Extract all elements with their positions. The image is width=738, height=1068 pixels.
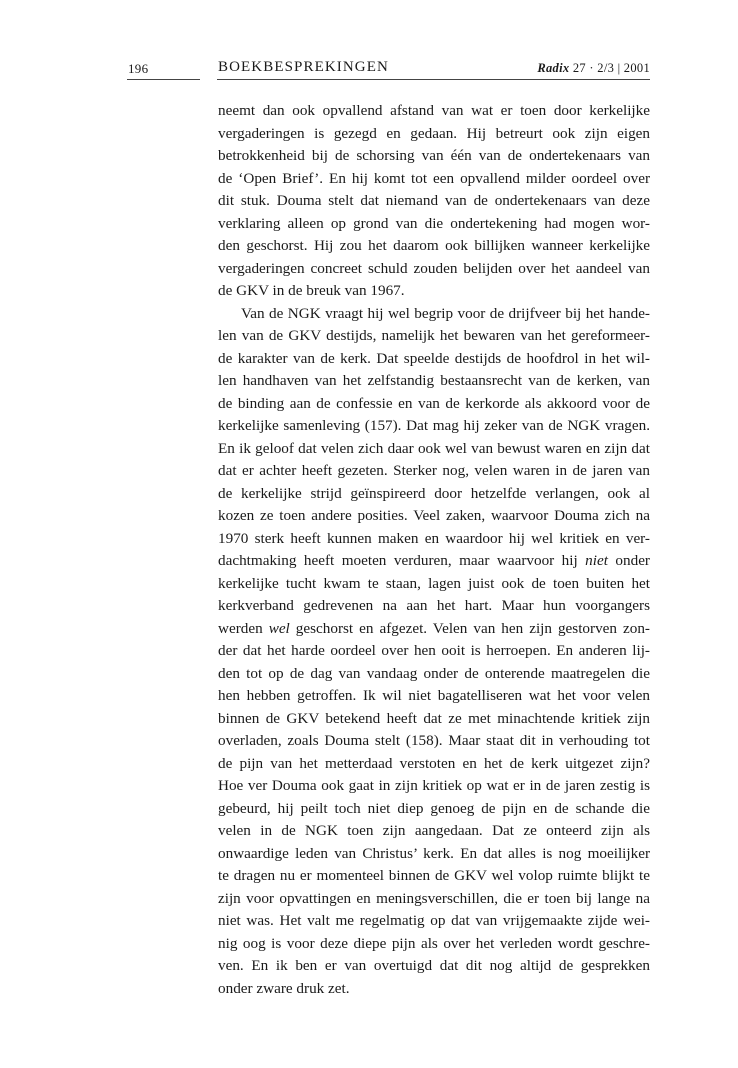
text-line: de karakter van de kerk. Dat speelde destijds de hoofdrol in het wil-: [218, 349, 650, 367]
paragraph: [218, 303, 650, 1001]
text-line: kerkverband gedrevenen na aan het hart. Maar hun voorgangers: [218, 597, 650, 614]
text-line: nig oog is voor deze diepe pijn als over het verleden wordt geschre-: [218, 934, 650, 952]
journal-name: Radix: [537, 61, 570, 75]
text-line: gebeurd, hij peilt toch niet diep genoeg de pijn en de schande die: [218, 799, 650, 817]
text-line: vergaderingen is gezegd en gedaan. Hij betreurt ook zijn eigen: [218, 124, 650, 142]
page-number: 196: [128, 61, 149, 76]
text-line: dachtmaking heeft moeten verduren, maar waarvoor hij niet onder: [218, 552, 650, 569]
text-line: len van de GKV destijds, namelijk het bewaren van het gereformeer-: [218, 327, 650, 344]
text-line: velen in de NGK toen zijn aangedaan. Dat ze onteerd zijn als: [218, 822, 650, 839]
text-line: te dragen nu er momenteel binnen de GKV wel volop ruimte blijkt te: [218, 867, 650, 884]
text-line: zijn voor opvattingen en meningsverschillen, die er toen bij lange na: [218, 889, 650, 907]
text-line: overladen, zoals Douma stelt (158). Maar staat dit in verhouding tot: [218, 732, 650, 749]
journal-info: [537, 61, 650, 76]
paragraph: [218, 100, 650, 303]
text-line: werden wel geschorst en afgezet. Velen van hen zijn gestorven zon-: [218, 619, 650, 637]
header-rule: [217, 79, 650, 80]
text-line: binnen de GKV betekend heeft dat ze met minachtende kritiek zijn: [218, 709, 650, 727]
text-line: der dat het harde oordeel over hen ooit is herroepen. En anderen lij-: [218, 642, 650, 659]
text-line: den geschorst. Hij zou het daarom ook billijken wanneer kerkelijke: [218, 237, 650, 254]
text-line: dat er achter heeft gezeten. Sterker nog, velen waren in de jaren van: [218, 462, 650, 479]
page-number-rule: [127, 79, 200, 80]
text-line: de ‘Open Brief’. En hij komt tot een opvallend milder oordeel over: [218, 169, 650, 187]
text-line: de pijn van het metterdaad verstoten en het de kerk uitgezet zijn?: [218, 754, 650, 772]
text-line: Van de NGK vraagt hij wel begrip voor de drijfveer bij het hande-: [241, 304, 650, 322]
text-line: vergaderingen concreet schuld zouden belijden over het aandeel van: [218, 259, 650, 277]
text-line: verklaring alleen op grond van die ondertekening had mogen wor-: [218, 214, 650, 232]
text-line: dit stuk. Douma stelt dat niemand van de ondertekenaars van deze: [218, 192, 650, 209]
journal-issue: 27 · 2/3 | 2001: [572, 61, 650, 75]
text-line: En ik geloof dat velen zich daar ook wel van bewust waren en zijn dat: [218, 439, 650, 457]
running-head: BOEKBESPREKINGEN: [218, 59, 389, 75]
text-line: onder zware druk zet.: [218, 979, 350, 997]
text-line: de kerkelijke strijd geïnspireerd door hetzelfde verlangen, ook al: [218, 484, 650, 502]
text-line: len handhaven van het zelfstandig bestaansrecht van de kerken, van: [218, 372, 650, 389]
text-line: 1970 sterk heeft kunnen maken en waardoor hij wel kritiek en ver-: [218, 529, 650, 547]
text-line: ven. En ik ben er van overtuigd dat dit nog altijd de gesprekken: [218, 957, 650, 974]
text-line: neemt dan ook opvallend afstand van wat er toen door kerkelijke: [218, 102, 650, 119]
text-line: onwaardige leden van Christus’ kerk. En dat alles is nog moeilijker: [218, 844, 650, 862]
text-line: kozen ze toen andere posities. Veel zaken, waarvoor Douma zich na: [218, 507, 650, 524]
text-line: betrokkenheid bij de schorsing van één van de ondertekenaars van: [218, 147, 650, 164]
text-line: de GKV in de breuk van 1967.: [218, 282, 405, 299]
text-line: niet was. Het valt me regelmatig op dat van vrijgemaakte zijde wei-: [218, 912, 650, 929]
text-line: kerkelijke tucht kwam te staan, lagen juist ook de toen buiten het: [218, 574, 650, 592]
text-line: de binding aan de confessie en van de kerkorde als akkoord voor de: [218, 394, 650, 412]
text-line: Hoe ver Douma ook gaat in zijn kritiek op wat er in de jaren zestig is: [218, 777, 650, 794]
text-line: hen hebben getroffen. Ik wil niet bagatelliseren wat het voor velen: [218, 687, 650, 704]
body-text: [218, 100, 650, 1000]
text-line: den tot op de dag van vandaag onder de onterende maatregelen die: [218, 664, 650, 682]
text-line: kerkelijke samenleving (157). Dat mag hij zeker van de NGK vragen.: [218, 417, 650, 434]
